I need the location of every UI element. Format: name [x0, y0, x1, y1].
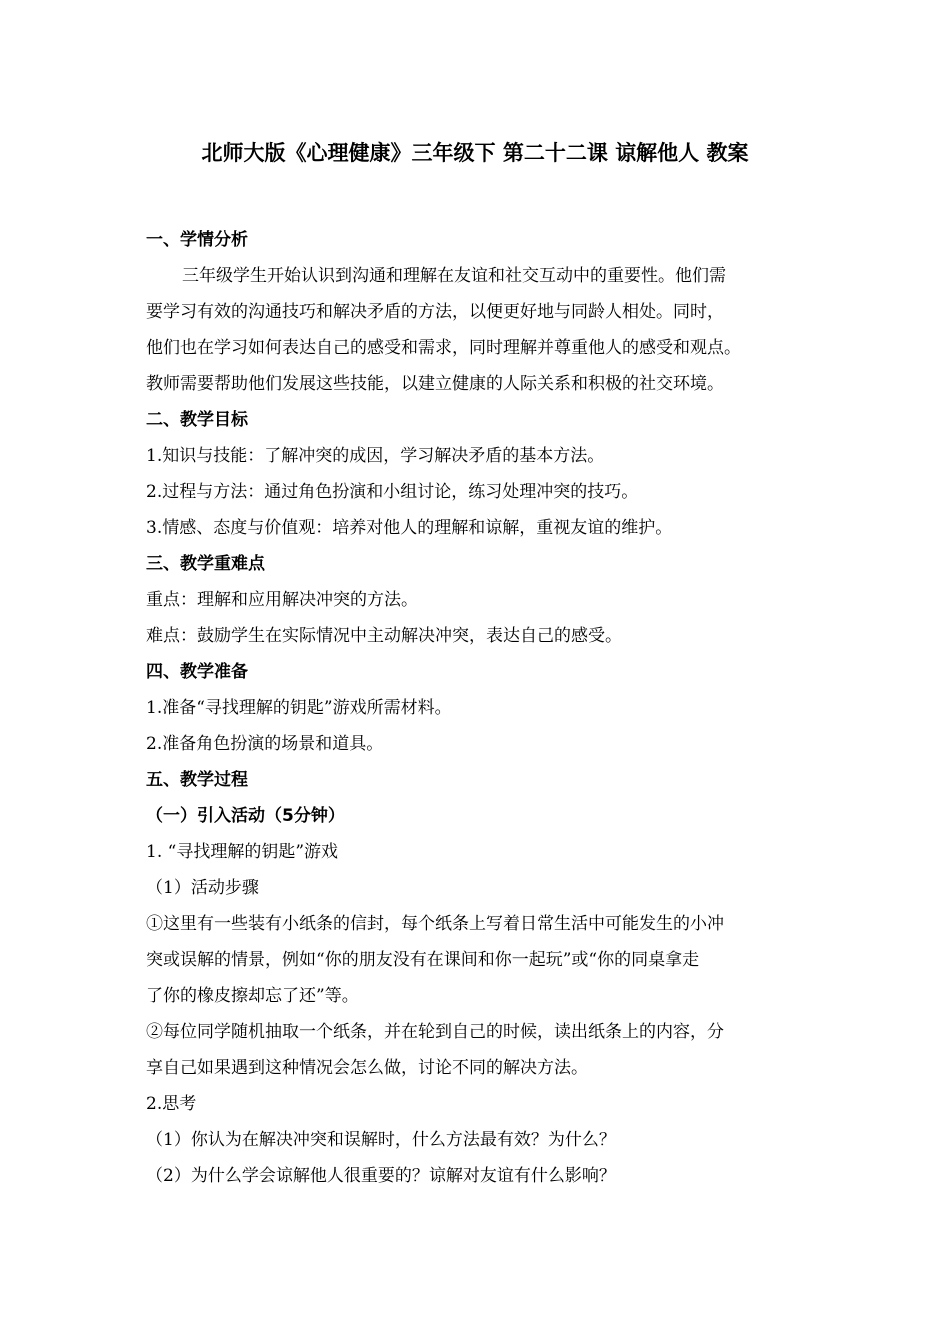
section-heading-process: 五、教学过程: [146, 770, 248, 790]
paragraph-line: 要学习有效的沟通技巧和解决矛盾的方法，以便更好地与同龄人相处。同时，: [146, 302, 724, 322]
section-heading-key-points: 三、教学重难点: [146, 554, 265, 574]
paragraph-line: 他们也在学习如何表达自己的感受和需求，同时理解并尊重他人的感受和观点。: [146, 338, 741, 358]
process-line: （2）为什么学会谅解他人很重要的？谅解对友谊有什么影响？: [146, 1166, 616, 1186]
goal-item: 2.过程与方法：通过角色扮演和小组讨论，练习处理冲突的技巧。: [146, 482, 639, 502]
process-line: ①这里有一些装有小纸条的信封，每个纸条上写着日常生活中可能发生的小冲: [146, 914, 724, 934]
key-point-item: 难点：鼓励学生在实际情况中主动解决冲突，表达自己的感受。: [146, 626, 622, 646]
process-line: 享自己如果遇到这种情况会怎么做，讨论不同的解决方法。: [146, 1058, 588, 1078]
key-point-item: 重点：理解和应用解决冲突的方法。: [146, 590, 418, 610]
goal-item: 3.情感、态度与价值观：培养对他人的理解和谅解，重视友谊的维护。: [146, 518, 673, 538]
document-title: 北师大版《心理健康》三年级下 第二十二课 谅解他人 教案: [201, 141, 749, 165]
section-heading-analysis: 一、学情分析: [146, 230, 248, 250]
preparation-item: 2.准备角色扮演的场景和道具。: [146, 734, 384, 754]
paragraph-line: 三年级学生开始认识到沟通和理解在友谊和社交互动中的重要性。他们需: [182, 266, 726, 286]
paragraph-line: 教师需要帮助他们发展这些技能，以建立健康的人际关系和积极的社交环境。: [146, 374, 724, 394]
preparation-item: 1.准备“寻找理解的钥匙”游戏所需材料。: [146, 698, 452, 718]
process-line: 1. “寻找理解的钥匙”游戏: [146, 842, 339, 862]
process-line: 2.思考: [146, 1094, 197, 1114]
process-line: ②每位同学随机抽取一个纸条，并在轮到自己的时候，读出纸条上的内容，分: [146, 1022, 724, 1042]
section-heading-preparation: 四、教学准备: [146, 662, 248, 682]
section-heading-goals: 二、教学目标: [146, 410, 248, 430]
subsection-heading-intro: （一）引入活动（5分钟）: [146, 806, 345, 826]
document-body: [146, 222, 816, 1194]
process-line: 突或误解的情景，例如“你的朋友没有在课间和你一起玩”或“你的同桌拿走: [146, 950, 700, 970]
process-line: 了你的橡皮擦却忘了还”等。: [146, 986, 359, 1006]
process-line: （1）你认为在解决冲突和误解时，什么方法最有效？为什么？: [146, 1130, 616, 1150]
process-line: （1）活动步骤: [146, 878, 259, 898]
goal-item: 1.知识与技能：了解冲突的成因，学习解决矛盾的基本方法。: [146, 446, 605, 466]
